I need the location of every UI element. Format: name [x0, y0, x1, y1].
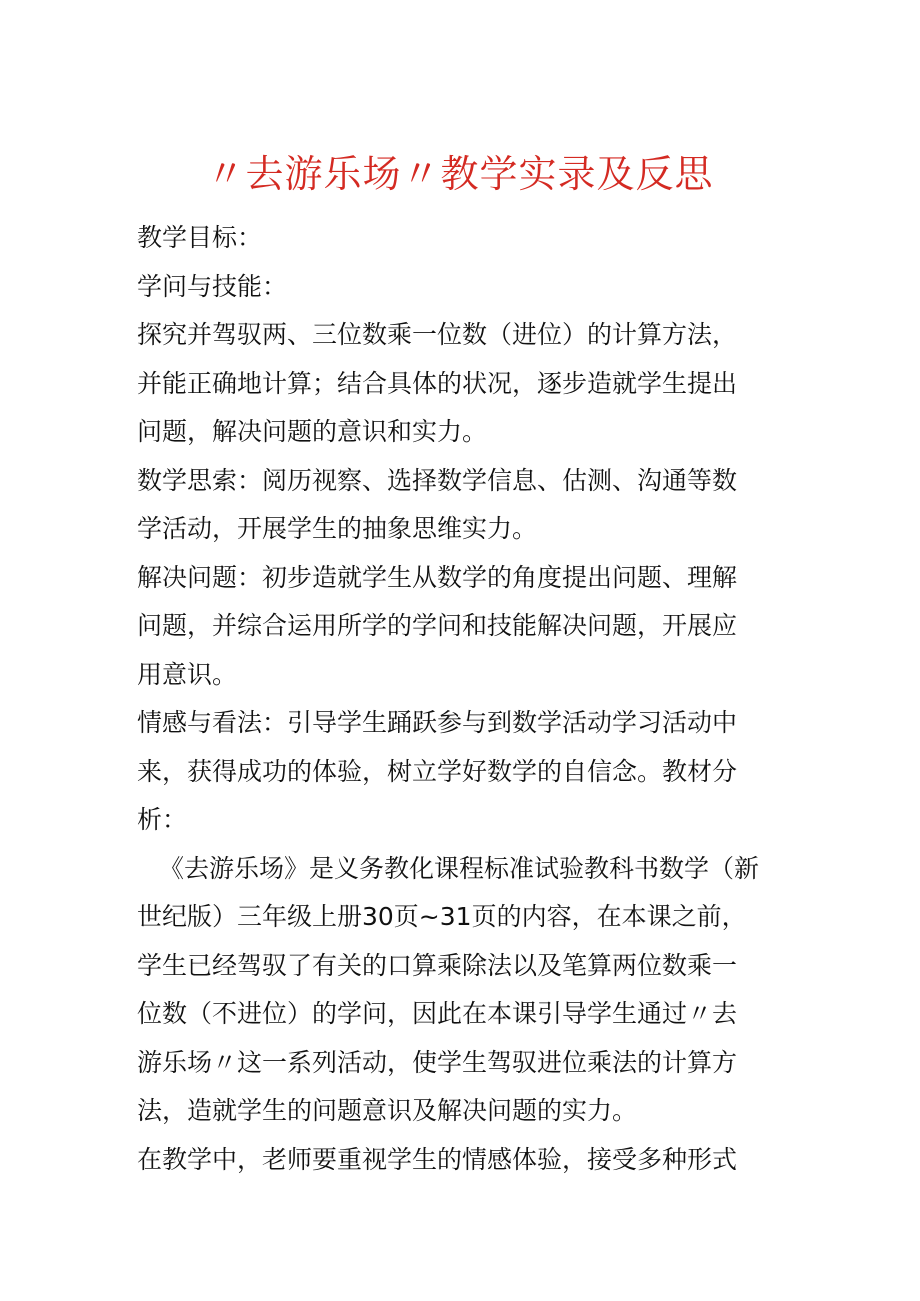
document-body: [137, 214, 787, 1184]
body-line: 教学目标：: [137, 223, 263, 252]
body-line: 问题，并综合运用所学的学问和技能解决问题，开展应: [137, 611, 738, 640]
body-line: 析：: [137, 805, 188, 834]
body-line: 法，造就学生的问题意识及解决问题的实力。: [137, 1096, 638, 1125]
body-line: 学问与技能：: [137, 271, 288, 301]
body-line: 位数（不进位）的学问，因此在本课引导学生通过〃去: [137, 999, 738, 1028]
body-line: 用意识。: [137, 659, 238, 689]
body-line: 在教学中，老师要重视学生的情感体验，接受多种形式: [137, 1144, 738, 1174]
body-line: 游乐场〃这一系列活动，使学生驾驭进位乘法的计算方: [137, 1047, 738, 1077]
body-line: 世纪版）三年级上册30页~31页的内容，在本课之前，: [137, 902, 747, 931]
body-line: 探究并驾驭两、三位数乘一位数（进位）的计算方法，: [137, 320, 738, 349]
body-line: 并能正确地计算；结合具体的状况，逐步造就学生提出: [137, 368, 738, 398]
body-line: 情感与看法：引导学生踊跃参与到数学活动学习活动中: [137, 708, 738, 737]
body-line: 学活动，开展学生的抽象思维实力。: [137, 514, 538, 543]
body-line: 《去游乐场》是义务教化课程标准试验教科书数学（新: [159, 853, 760, 883]
body-line: 数学思索：阅历视察、选择数学信息、估测、沟通等数: [137, 465, 738, 495]
body-line: 解决问题：初步造就学生从数学的角度提出问题、理解: [137, 562, 738, 592]
body-line: 问题，解决问题的意识和实力。: [137, 417, 488, 446]
body-line: 来，获得成功的体验，树立学好数学的自信念。教材分: [137, 756, 738, 786]
document-title: 〃去游乐场〃教学实录及反思: [206, 152, 714, 196]
body-line: 学生已经驾驭了有关的口算乘除法以及笔算两位数乘一: [137, 950, 738, 980]
